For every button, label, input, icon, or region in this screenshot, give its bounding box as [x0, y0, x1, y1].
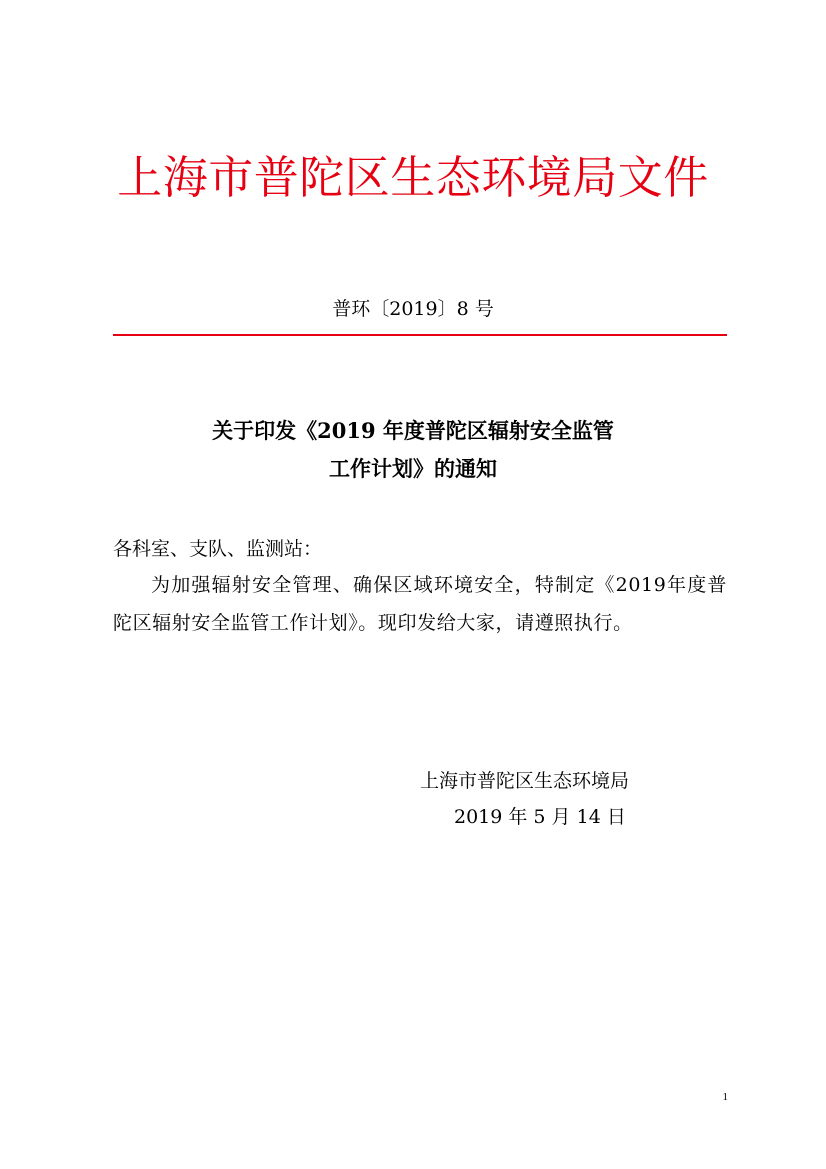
- notice-title-line-1: 关于印发《2019 年度普陀区辐射安全监管: [212, 418, 614, 443]
- issuer-header-title: 上海市普陀区生态环境局文件: [117, 151, 709, 204]
- document-number: 普环〔2019〕8 号: [332, 298, 494, 320]
- page-number: 1: [722, 1091, 728, 1103]
- red-separator-line: [113, 334, 727, 336]
- signature-date: 2019 年 5 月 14 日: [454, 806, 626, 828]
- signature-organization: 上海市普陀区生态环境局: [420, 770, 630, 792]
- notice-title-line-2: 工作计划》的通知: [329, 456, 497, 481]
- salutation: 各科室、支队、监测站：: [113, 538, 323, 560]
- notice-title: [0, 412, 826, 488]
- body-paragraph: 为加强辐射安全管理、确保区域环境安全，特制定《2019年度普陀区辐射安全监管工作计划》。现印发给大家，请遵照执行。: [113, 574, 727, 634]
